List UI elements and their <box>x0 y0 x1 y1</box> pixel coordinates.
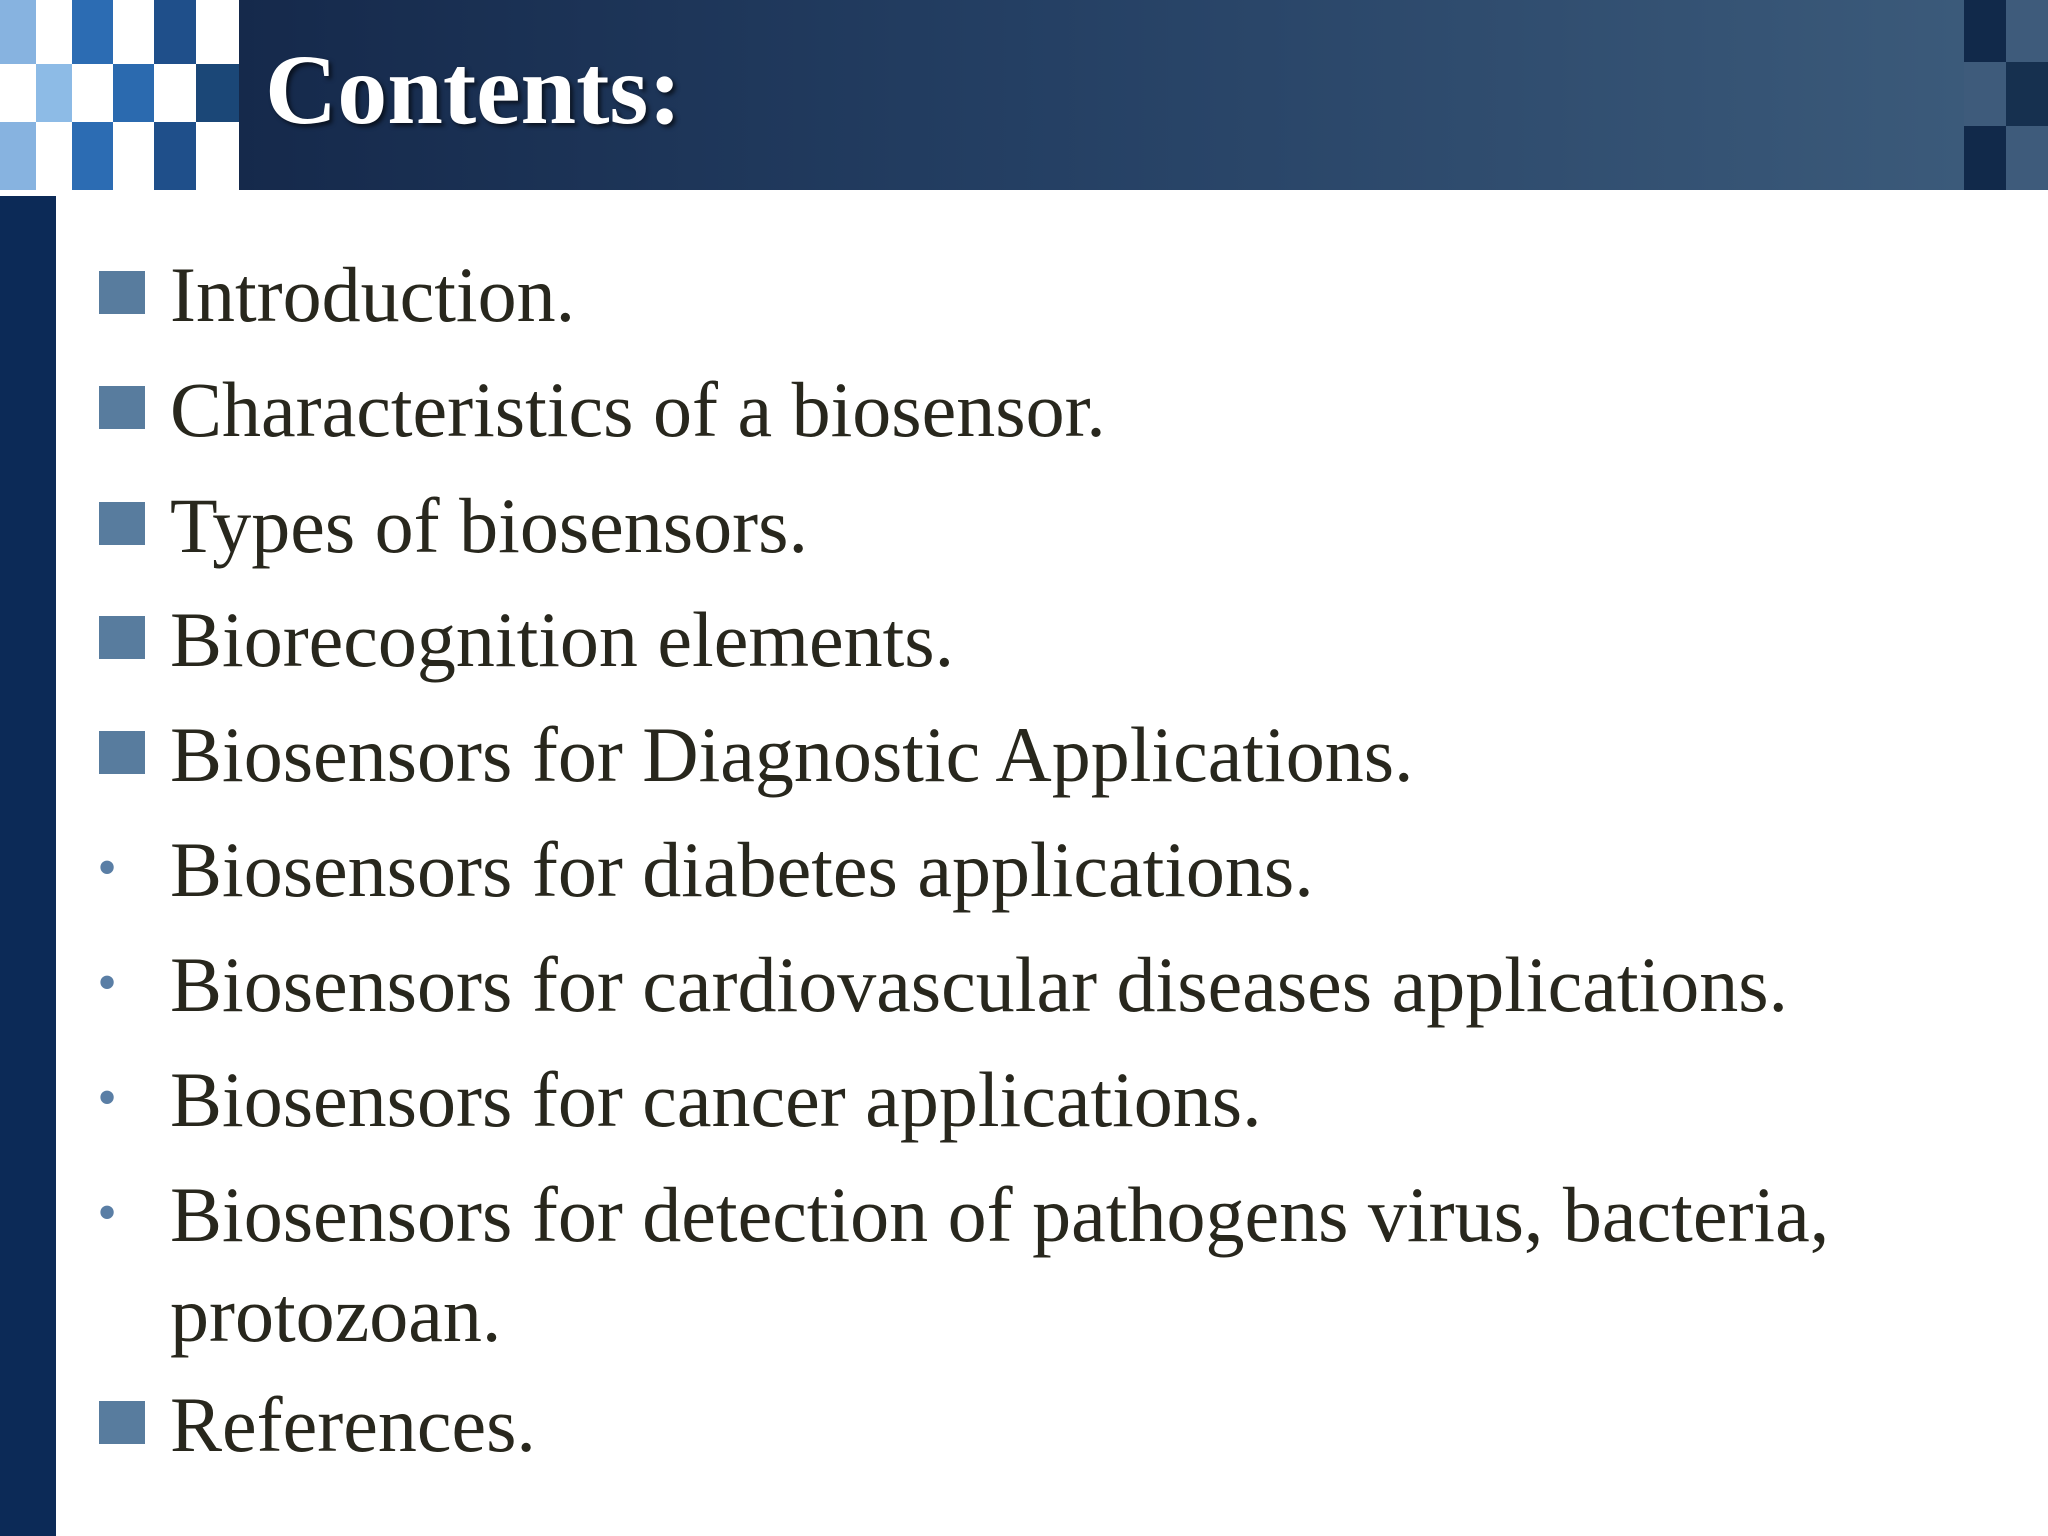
square-bullet-icon <box>99 731 145 774</box>
list-item-text: Types of biosensors. <box>170 482 808 569</box>
list-item-text: Biosensors for detection of pathogens virus, bacteria, protozoan. <box>170 1171 1830 1358</box>
square-bullet-icon <box>99 1401 145 1444</box>
checker-decoration <box>0 0 239 190</box>
list-item-text: Biorecognition elements. <box>170 596 955 683</box>
list-item-text: Biosensors for diabetes applications. <box>170 826 1314 913</box>
dot-bullet-icon: • <box>97 837 117 899</box>
list-item-text: Introduction. <box>170 251 576 338</box>
square-bullet-icon <box>99 616 145 659</box>
dot-bullet-icon: • <box>97 952 117 1014</box>
list-item-text: Characteristics of a biosensor. <box>170 366 1106 453</box>
left-band <box>0 196 56 1536</box>
square-bullet-icon <box>99 271 145 314</box>
square-bullet-icon <box>99 502 145 545</box>
list-item-text: Biosensors for Diagnostic Applications. <box>170 711 1414 798</box>
right-edge-decoration <box>1964 0 2048 190</box>
slide-title: Contents: <box>265 34 682 145</box>
list-item-text: References. <box>170 1381 536 1468</box>
dot-bullet-icon: • <box>97 1067 117 1129</box>
list-item-text: Biosensors for cancer applications. <box>170 1056 1262 1143</box>
list-item-text: Biosensors for cardiovascular diseases applications. <box>170 941 1789 1028</box>
square-bullet-icon <box>99 386 145 429</box>
dot-bullet-icon: • <box>97 1182 117 1244</box>
